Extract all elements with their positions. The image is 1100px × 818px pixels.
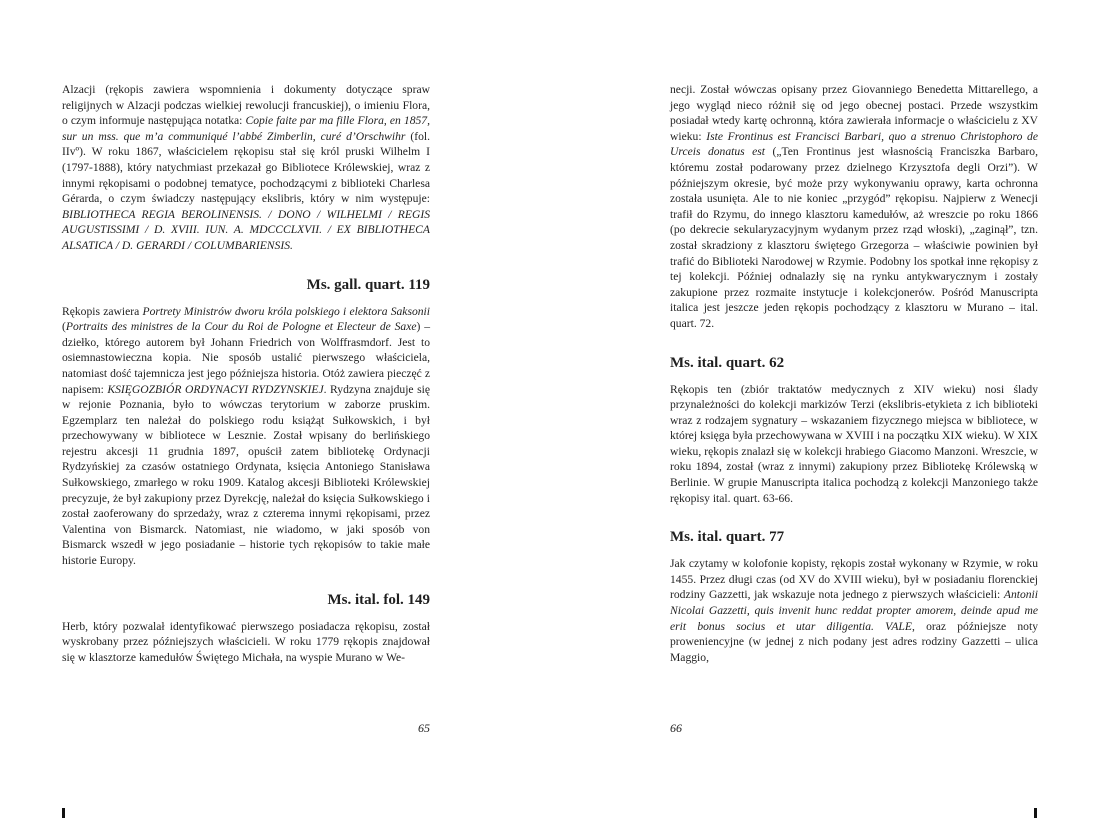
italic-stamp-text: KSIĘGOZBIÓR ORDYNACYI RYDZYNSKIEJ [107, 382, 324, 396]
page-number-left: 65 [418, 721, 430, 735]
right-paragraph-terzi: Rękopis ten (zbiór traktatów medycznych z XIV wieku) nosi ślady przynależności do kolekcji markizów Terzi (ekslibris-etykieta z ich biblioteki wraz z rodzajem sygnatury – wskazaniem fizycznego miejsca w bibliotece, w której księga była przechowywana w XVIII i na początku XIX wieku). W XIX wieku, rękopis znalazł się w kolekcji hrabiego Giacomo Manzoni. Wreszcie, w roku 1894, został (wraz z innymi) zakupiony przez Bibliotekę Królewską w Berlinie. W grupie Manuscripta italica pochodzą z kolekcji Manzoniego także rękopisy ital. quart. 63-66. [670, 382, 1038, 505]
left-paragraph-portrety [62, 304, 430, 569]
italic-quote: Copie faite par ma fille Flora, en 1857, sur un mss. que m’a communiqué l’abbé Zimberlin, curé d’Orschwihr [62, 114, 430, 143]
text-run: ( [62, 320, 66, 334]
text-run: Rękopis zawiera [62, 304, 143, 318]
crop-mark-left [62, 808, 65, 818]
text-run: (fol. IIvº). W roku 1867, właścicielem rękopisu stał się król pruski Wilhelm I (1797-1888), który natychmiast przekazał go Bibliotece Królewskiej, wraz z innymi rękopisami o podobnej tematyce, pochodzącymi z biblioteki Charlesa Gérarda, o czym świadczy następujący ekslibris, który w nim występuje: [62, 129, 430, 206]
right-page [550, 0, 1100, 818]
crop-mark-right [1034, 808, 1037, 818]
section-heading-ital-quart-62: Ms. ital. quart. 62 [670, 354, 785, 371]
text-run: Jak czytamy w kolofonie kopisty, rękopis został wykonany w Rzymie, w roku 1455. Przez długi czas (od XV do XVIII wieku), był w posiadaniu florenckiej rodziny Gazzetti, jak wskazuje nota jednego z pierwszych właścicieli: [670, 557, 1038, 602]
text-run: Alzacji (rękopis zawiera wspomnienia i dokumenty dotyczące spraw religijnych w Alzacji podczas wielkiej rewolucji francuskiej), o imieniu Flora, o czym informuje następująca notatka: [62, 83, 430, 128]
section-heading-ital-quart-77: Ms. ital. quart. 77 [670, 529, 785, 546]
right-paragraph-wenecja [670, 82, 1038, 332]
left-text-column [62, 82, 430, 665]
text-run: („Ten Frontinus jest własnością Franciszka Barbaro, któremu został podarowany przez dzielnego Krzysztofa degli Orzi”). W późniejszym okresie, być może przy wykonywaniu oprawy, karta ochronna została usunięta. Ale to nie koniec „przygód” rękopisu. Najpierw z Wenecji trafił do Rzymu, do innego klasztoru kamedułów, aż wreszcie po roku 1866 (po dekrecie sekularyzacyjnym wydanym przez rząd włoski), „zaginął”, tzn. został skradziony z klasztoru świętego Grzegorza – właściwie powinien był trafić do Biblioteki Narodowej w Rzymie. Podobny los spotkał inne rękopisy z tej kolekcji. Później odnalazły się na rynku antykwarycznym i zostały zakupione przez rozmaite instytucje i kolekcjonerów. Pośród Manuscripta italica jest jeszcze jeden rękopis pochodzący z klasztoru w Murano – ital. quart. 72. [670, 145, 1038, 330]
italic-title-french: Portraits des ministres de la Cour du Roi de Pologne et Electeur de Saxe [65, 320, 417, 334]
italic-quote: Antonii Nicolai Gazzetti, quis invenit hunc reddat propter amorem, deinde apud me erit bonus socius et utar diligentia. VALE [670, 588, 1038, 633]
left-paragraph-alzacja [62, 82, 430, 254]
italic-title: Portrety Ministrów dworu króla polskiego i elektora Saksonii [142, 304, 430, 318]
text-run: ) – dziełko, którego autorem był Johann Friedrich von Wolffrasmdorf. Jest to osiemnastowieczna kopia. Nie sposób ustalić pierwszego właściciela, natomiast dość tajemnicza jest jego późniejsza historia. Otóż zawiera pieczęć z napisem: [62, 320, 430, 396]
section-heading-gall-quart-119: Ms. gall. quart. 119 [306, 276, 430, 293]
left-paragraph-herb: Herb, który pozwalał identyfikować pierwszego posiadacza rękopisu, został wyskrobany przez późniejszych właścicieli. W roku 1779 rękopis znajdował się w klasztorze kamedułów Świętego Michała, na wyspie Murano w We- [62, 619, 430, 664]
section-heading-ital-fol-149: Ms. ital. fol. 149 [327, 591, 430, 608]
text-run: necji. Został wówczas opisany przez Giovanniego Benedetta Mittarellego, a jego wygląd nieco różnił się od jego obecnej postaci. Przede wszystkim posiadał wtedy kartę ochronną, która zawierała informacje o właścicielu z XV wieku: [670, 83, 1038, 143]
right-text-column [670, 82, 1038, 665]
page-number-right: 66 [670, 721, 682, 735]
italic-quote: Iste Frontinus est Francisci Barbari, quo a strenuo Christophoro de Urceis donatus est [670, 129, 1038, 159]
text-run: . Rydzyna znajduje się w rejonie Poznania, było to wówczas terytorium w zaborze pruskim. Egzemplarz ten należał do polskiego rodu książąt Sułkowskich, i był przechowywany w bibliotece w Lesznie. Został wpisany do berlińskiego rejestru akcesji 11 grudnia 1897, opuścił zatem bibliotekę Ordynacji Rydzyńskiej za czasów ostatniego Ordynata, księcia Antoniego Stanisława Sułkowskiego, zmarłego w roku 1909. Katalog akcesji Biblioteki Królewskiej precyzuje, że był zakupiony przez Dyrekcję, należał do księcia Sułkowskiego i został zaoferowany do sprzedaży, wraz z czterema innymi rękopisami, przez Valentina von Bismarck. Natomiast, nie wiadomo, w jaki sposób von Bismarck wszedł w jego posiadanie – historie tych rękopisów to takie małe historie Europy. [62, 382, 430, 568]
right-paragraph-gazzetti [670, 556, 1038, 665]
italic-ex-libris: BIBLIOTHECA REGIA BEROLINENSIS. / DONO / WILHELMI / REGIS AUGUSTISSIMI / D. XVIII. IUN. A. MDCCCLXVII. / EX BIBLIOTHECA ALSATICA / D. GERARDI / COLUMBARIENSIS. [62, 207, 430, 252]
text-run: , oraz późniejsze noty proweniencyjne (w jednej z nich podany jest adres rodziny Gazzetti – ulica Maggio, [670, 619, 1038, 664]
